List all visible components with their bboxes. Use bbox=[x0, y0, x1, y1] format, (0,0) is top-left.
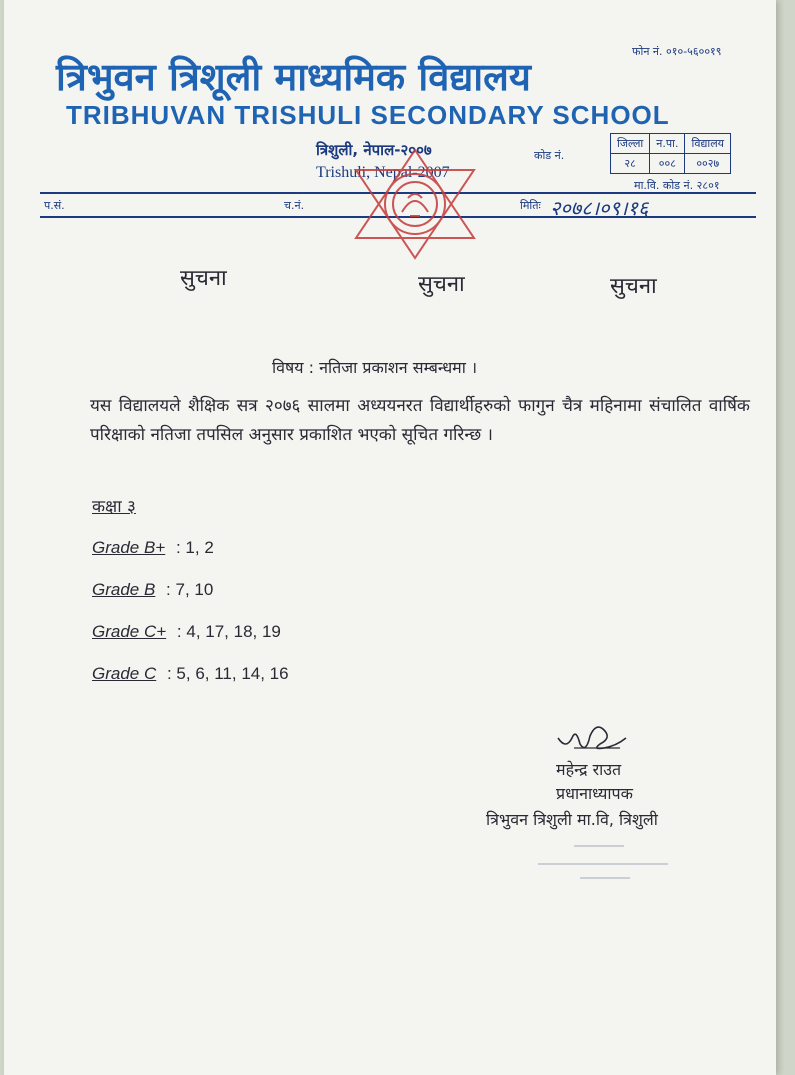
code-label: कोड नं. bbox=[534, 149, 565, 162]
notice-heading-center: सुचना bbox=[418, 272, 465, 297]
grade-separator: : bbox=[161, 580, 176, 599]
grade-row-c-plus bbox=[92, 622, 281, 642]
secondary-school-code: मा.वि. कोड नं. २८०१ bbox=[634, 179, 720, 192]
grade-separator: : bbox=[162, 664, 177, 683]
code-value-district: २८ bbox=[611, 154, 650, 174]
notice-heading-right: सुचना bbox=[610, 274, 657, 299]
signatory-name: महेन्द्र राउत bbox=[556, 760, 622, 779]
dispatch-number-label: च.नं. bbox=[284, 199, 305, 212]
grade-row-c bbox=[92, 664, 289, 684]
grade-label: Grade C+ bbox=[92, 622, 167, 641]
signatory-title: प्रधानाध्यापक bbox=[556, 784, 633, 803]
code-table-header-row bbox=[611, 134, 731, 154]
phone-number: फोन नं. ०१०-५६००१९ bbox=[632, 45, 722, 58]
grade-separator: : bbox=[172, 622, 187, 641]
notice-heading-left: सुचना bbox=[180, 266, 227, 291]
code-value-school: ००२७ bbox=[685, 154, 731, 174]
grade-roll-numbers: 4, 17, 18, 19 bbox=[186, 622, 281, 641]
grade-label: Grade B+ bbox=[92, 538, 166, 557]
principal-office-stamp bbox=[534, 836, 674, 886]
grade-row-b bbox=[92, 580, 213, 600]
notice-paragraph: यस विद्यालयले शैक्षिक सत्र २०७६ सालमा अध्ययनरत विद्यार्थीहरुको फागुन चैत्र महिनामा संचालित वार्षिक परिक्षाको नतिजा तपसिल अनुसार प्रकाशित भएको सूचित गरिन्छ । bbox=[90, 396, 750, 445]
school-name-english: TRIBHUVAN TRISHULI SECONDARY SCHOOL bbox=[66, 100, 670, 130]
handwritten-signature bbox=[554, 714, 634, 764]
code-header-school: विद्यालय bbox=[685, 134, 731, 154]
grade-label: Grade B bbox=[92, 580, 156, 599]
grade-roll-numbers: 1, 2 bbox=[185, 538, 214, 557]
reference-number-label: प.सं. bbox=[44, 199, 65, 212]
grade-roll-numbers: 7, 10 bbox=[175, 580, 214, 599]
code-value-municipality: ००८ bbox=[650, 154, 685, 174]
school-name-nepali: त्रिभुवन त्रिशूली माध्यमिक विद्यालय bbox=[56, 55, 531, 99]
date-label: मितिः bbox=[520, 199, 541, 212]
grade-row-b-plus bbox=[92, 538, 214, 558]
grade-roll-numbers: 5, 6, 11, 14, 16 bbox=[176, 664, 289, 683]
grade-label: Grade C bbox=[92, 664, 157, 683]
date-value: २०७८।०९।१६ bbox=[550, 196, 649, 220]
code-header-district: जिल्ला bbox=[611, 134, 650, 154]
subject-line: विषय : नतिजा प्रकाशन सम्बन्धमा । bbox=[272, 358, 478, 377]
code-table-value-row bbox=[611, 154, 731, 174]
school-seal-stamp bbox=[350, 146, 480, 262]
signatory-school: त्रिभुवन त्रिशुली मा.वि, त्रिशुली bbox=[486, 810, 658, 829]
address-nepali: त्रिशुली, नेपाल-२००७ bbox=[316, 141, 432, 159]
code-header-municipality: न.पा. bbox=[650, 134, 685, 154]
letter-page bbox=[4, 0, 776, 1075]
code-table bbox=[610, 133, 731, 174]
grade-separator: : bbox=[171, 538, 186, 557]
class-label: कक्षा ३ bbox=[92, 497, 136, 517]
address-english: Trishuli, Nepal-2007 bbox=[316, 164, 450, 181]
